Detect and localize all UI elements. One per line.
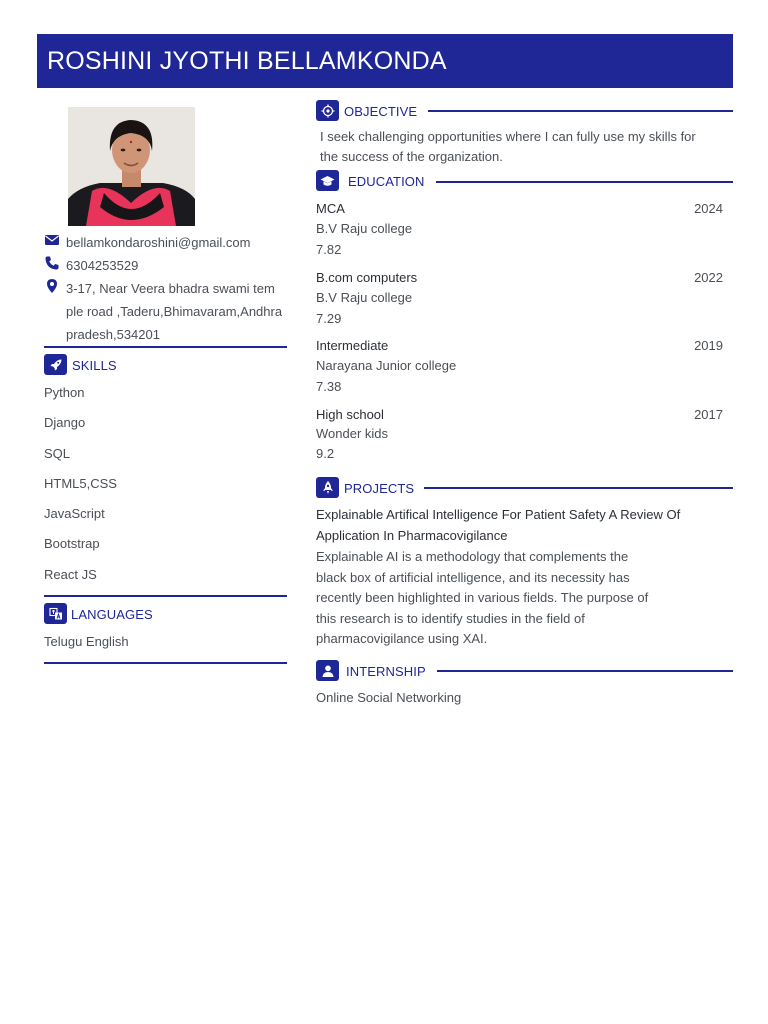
education-degree: Intermediate (316, 338, 389, 353)
skill-item: Django (44, 415, 86, 430)
rocket-icon (44, 354, 67, 375)
education-institution: Narayana Junior college (316, 358, 457, 373)
target-icon (316, 100, 339, 121)
location-pin-icon (44, 278, 60, 294)
education-degree: MCA (316, 201, 345, 216)
heading-rule (437, 670, 733, 672)
phone-text: 6304253529 (66, 258, 139, 273)
education-score: 7.82 (316, 242, 342, 257)
envelope-icon (44, 232, 60, 248)
profile-photo-image (68, 107, 195, 226)
candidate-name: ROSHINI JYOTHI BELLAMKONDA (47, 46, 447, 75)
graduation-cap-icon (316, 170, 339, 191)
internship-text: Online Social Networking (316, 690, 462, 705)
education-year: 2019 (694, 338, 723, 353)
education-institution: B.V Raju college (316, 221, 413, 236)
project-description-line: this research is to identify studies in the field of (316, 610, 585, 626)
project-title-line: Application In Pharmacovigilance (316, 527, 508, 543)
skill-item: SQL (44, 446, 71, 461)
project-title (316, 505, 716, 546)
person-icon (316, 660, 339, 681)
project-description-line: recently been highlighted in various fields. The purpose of (316, 590, 649, 605)
languages-heading: LANGUAGES (71, 607, 153, 622)
project-description-line: Explainable AI is a methodology that complements the (316, 549, 629, 564)
email-text: bellamkondaroshini@gmail.com (66, 235, 251, 250)
education-year: 2017 (694, 407, 723, 422)
skill-item: Bootstrap (44, 536, 100, 551)
education-degree: High school (316, 407, 384, 422)
skills-heading: SKILLS (72, 358, 117, 373)
profile-photo (68, 107, 195, 226)
address-text (66, 277, 290, 346)
translate-icon (44, 603, 67, 624)
languages-text: Telugu English (44, 634, 129, 649)
education-institution: Wonder kids (316, 426, 389, 441)
divider (44, 346, 287, 348)
education-score: 7.38 (316, 379, 342, 394)
objective-line: the success of the organization. (320, 148, 503, 164)
skill-item: React JS (44, 567, 97, 582)
education-score: 9.2 (316, 446, 335, 461)
resume-header (37, 34, 733, 88)
internship-heading: INTERNSHIP (346, 664, 426, 679)
project-title-line: Explainable Artifical Intelligence For Patient Safety A Review Of (316, 507, 681, 522)
address-line: pradesh,534201 (66, 327, 160, 342)
education-institution: B.V Raju college (316, 290, 413, 305)
objective-line: I seek challenging opportunities where I can fully use my skills for (320, 129, 696, 144)
project-description-line: pharmacovigilance using XAI. (316, 631, 488, 646)
address-line: ple road ,Taderu,Bhimavaram,Andhra (66, 304, 283, 319)
education-year: 2022 (694, 270, 723, 285)
project-description-line: black box of artificial intelligence, and its necessity has (316, 569, 630, 585)
heading-rule (436, 181, 733, 183)
project-description (316, 547, 716, 650)
education-score: 7.29 (316, 311, 342, 326)
phone-icon (44, 255, 60, 271)
education-year: 2024 (694, 201, 723, 216)
heading-rule (424, 487, 733, 489)
education-heading: EDUCATION (348, 174, 425, 189)
education-degree: B.com computers (316, 270, 418, 285)
objective-heading: OBJECTIVE (344, 104, 418, 119)
skill-item: Python (44, 385, 85, 400)
projects-heading: PROJECTS (344, 481, 415, 496)
heading-rule (428, 110, 733, 112)
objective-text (320, 127, 730, 166)
skill-item: HTML5,CSS (44, 476, 117, 491)
divider (44, 662, 287, 664)
rocket-launch-icon (316, 477, 339, 498)
address-line: 3-17, Near Veera bhadra swami tem (66, 281, 275, 296)
skill-item: JavaScript (44, 506, 105, 521)
divider (44, 595, 287, 597)
